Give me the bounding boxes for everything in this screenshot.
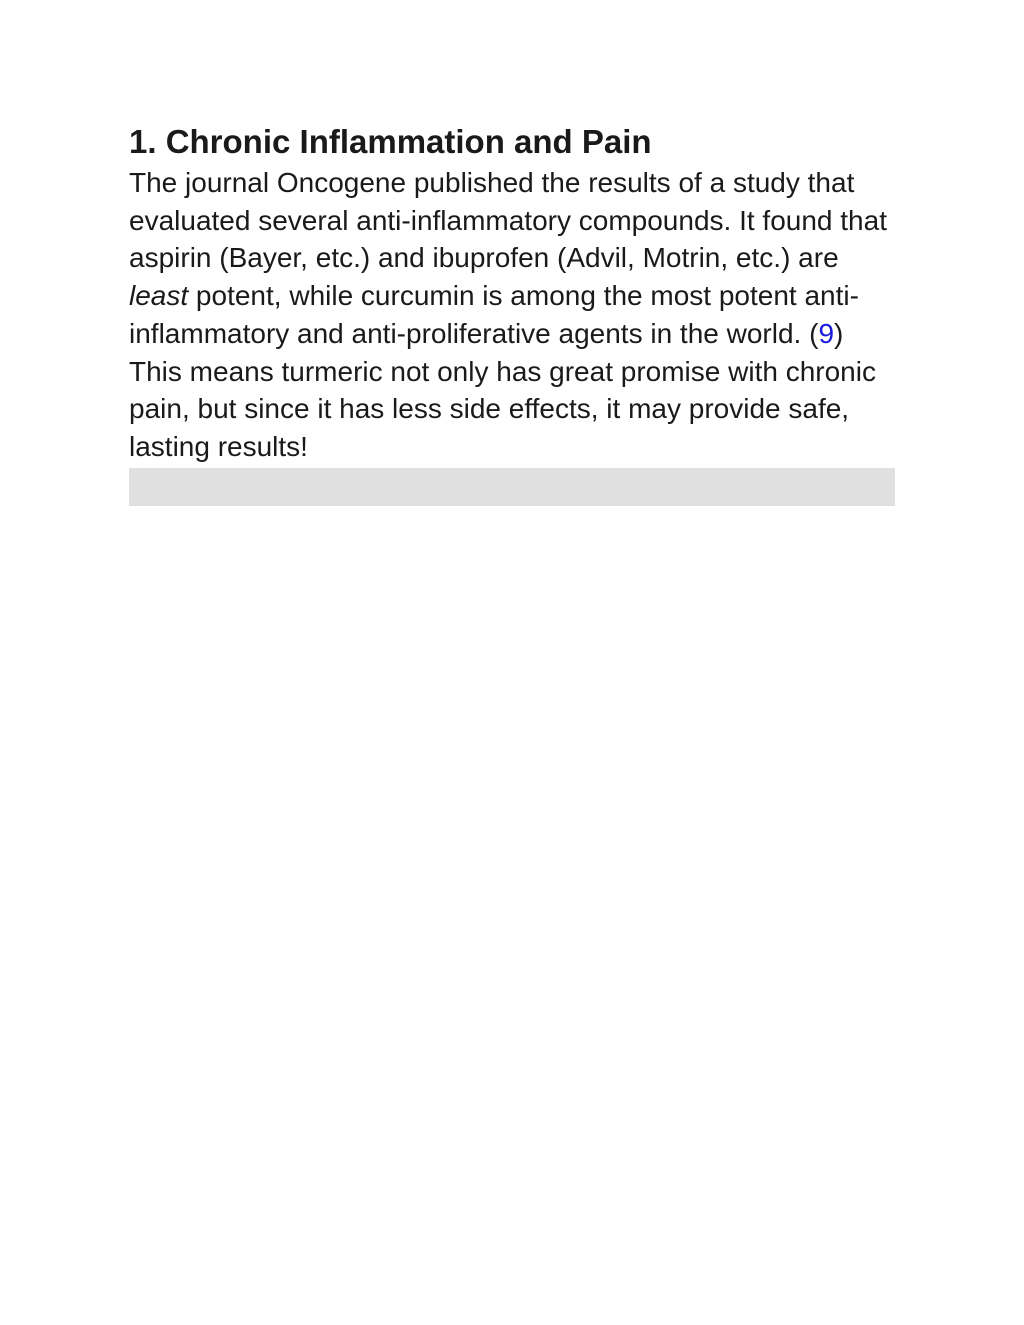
article-section [129, 120, 895, 506]
paragraph-study [129, 164, 895, 353]
paragraph-study-text: The journal Oncogene published the results of a study that evaluated several anti-inflammatory compounds. It found that aspirin (Bayer, etc.) and ibuprofen (Advil, Motrin, etc.) are [129, 167, 887, 274]
section-heading: 1. Chronic Inflammation and Pain [129, 123, 652, 160]
paragraph-study-closing: ) [834, 317, 844, 349]
gray-placeholder-bar [129, 468, 895, 506]
reference-link-9[interactable]: 9 [818, 317, 835, 349]
paragraph-conclusion: This means turmeric not only has great promise with chronic pain, but since it has less side effects, it may provide safe, lasting results! [129, 355, 876, 462]
paragraph-study-text-continued: potent, while curcumin is among the most potent anti-inflammatory and anti-proliferative agents in the world. ( [129, 280, 859, 349]
emphasis-least: least [129, 280, 189, 312]
